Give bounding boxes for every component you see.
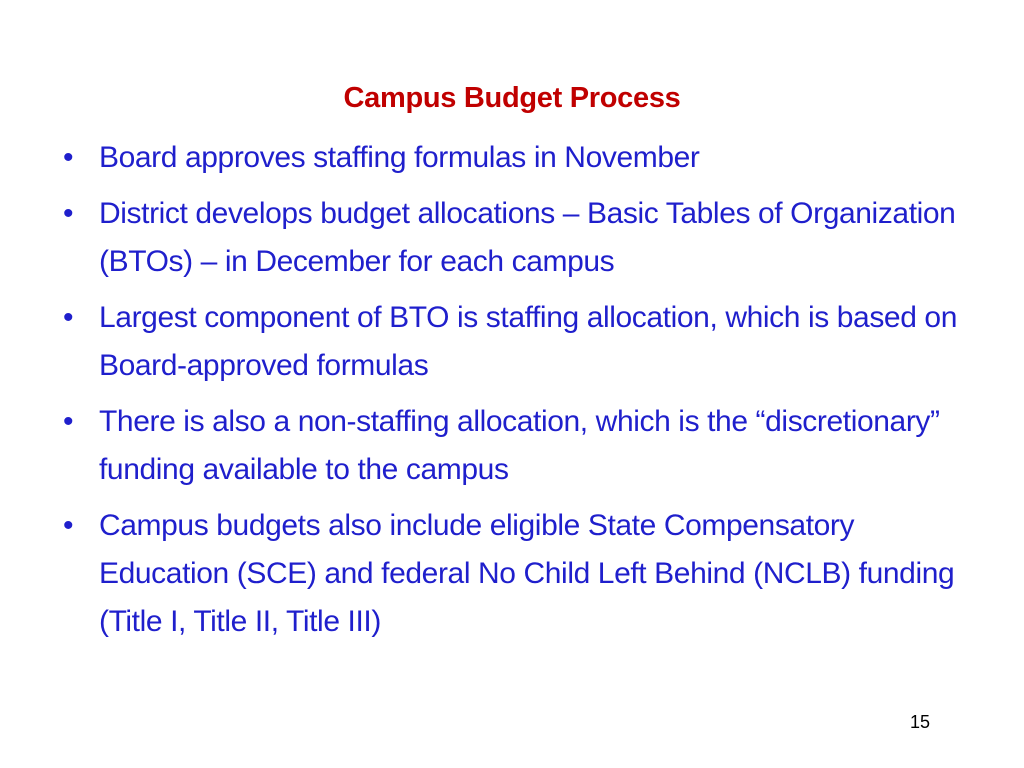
bullet-text: Campus budgets also include eligible State Compensatory Education (SCE) and federal No Child Left Behind (NCLB) funding (Title I, Title II, Title III) [99,509,955,638]
bullet-item [58,134,958,182]
bullet-dot-icon: • [62,301,74,334]
bullet-dot-icon: • [62,405,74,438]
bullet-dot-icon: • [62,509,74,542]
bullet-text: District develops budget allocations – Basic Tables of Organization (BTOs) – in December for each campus [99,197,956,278]
bullet-item [58,398,958,494]
bullet-dot-icon: • [62,197,74,230]
bullet-item [58,502,958,646]
bullet-text: There is also a non-staffing allocation, which is the “discretionary” funding available to the campus [99,405,940,486]
bullet-list [58,134,958,654]
bullet-text: Board approves staffing formulas in November [99,141,700,174]
bullet-item [58,294,958,390]
page-number: 15 [909,712,930,732]
bullet-text: Largest component of BTO is staffing allocation, which is based on Board-approved formulas [99,301,957,382]
bullet-dot-icon: • [62,141,74,174]
bullet-item [58,190,958,286]
slide-title: Campus Budget Process [343,82,681,114]
